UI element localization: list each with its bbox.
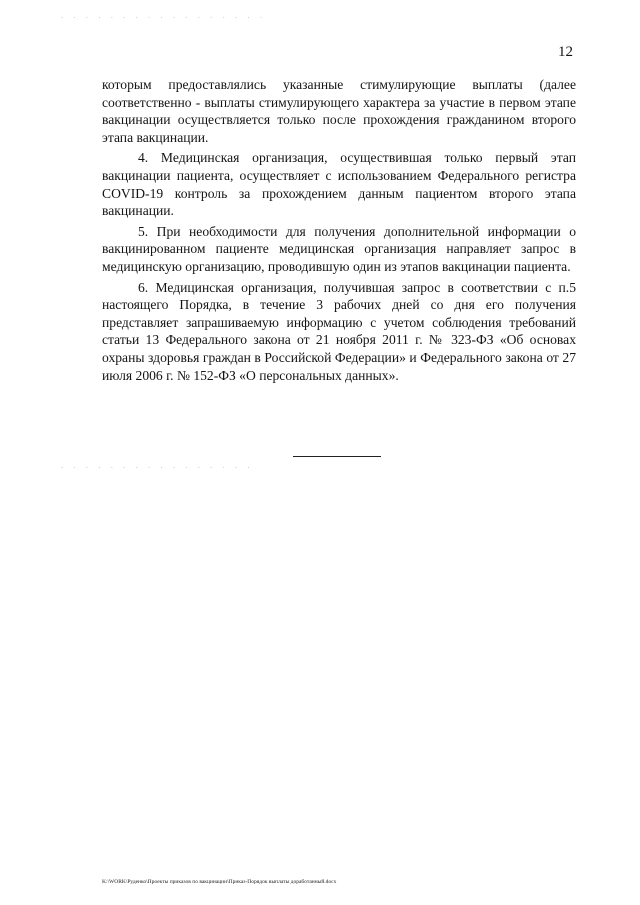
- paragraph-item-4: 4. Медицинская организация, осуществившая только первый этап вакцинации пациента, осуществляет с использованием Федерального регистра COVID-19 контроль за прохождением данным пациентом второго этапа вакцинации.: [102, 150, 576, 219]
- footer-file-path: K:\WORK\Руденко\Проекты приказов по вакцинации\Приказ-Порядок выплаты доработанный.docx: [102, 879, 337, 885]
- document-body: [102, 76, 576, 387]
- scan-dots-top: . . . . . . . . . . . . . . . . .: [60, 12, 266, 20]
- end-separator-line: [293, 456, 381, 457]
- page-number: 12: [558, 44, 573, 60]
- paragraph-item-5: 5. При необходимости для получения дополнительной информации о вакцинированном пациенте медицинская организация направляет запрос в медицинскую организацию, проводившую один из этапов вакцинации пациента.: [102, 223, 576, 274]
- scan-dots-middle: . . . . . . . . . . . . . . . .: [60, 462, 253, 470]
- paragraph-continuation: которым предоставлялись указанные стимулирующие выплаты (далее соответственно - выплаты стимулирующего характера за участие в первом этапе вакцинации осуществляется только после прохождения гражданином второго этапа вакцинации.: [102, 77, 576, 145]
- paragraph-item-6: 6. Медицинская организация, получившая запрос в соответствии с п.5 настоящего Порядка, в течение 3 рабочих дней со дня его получения представляет запрашиваемую информацию с учетом соблюдения требований статьи 13 Федерального закона от 21 ноября 2011 г. № 323-ФЗ «Об основах охраны здоровья граждан в Российской Федерации» и Федерального закона от 27 июля 2006 г. № 152-ФЗ «О персональных данных».: [102, 279, 576, 383]
